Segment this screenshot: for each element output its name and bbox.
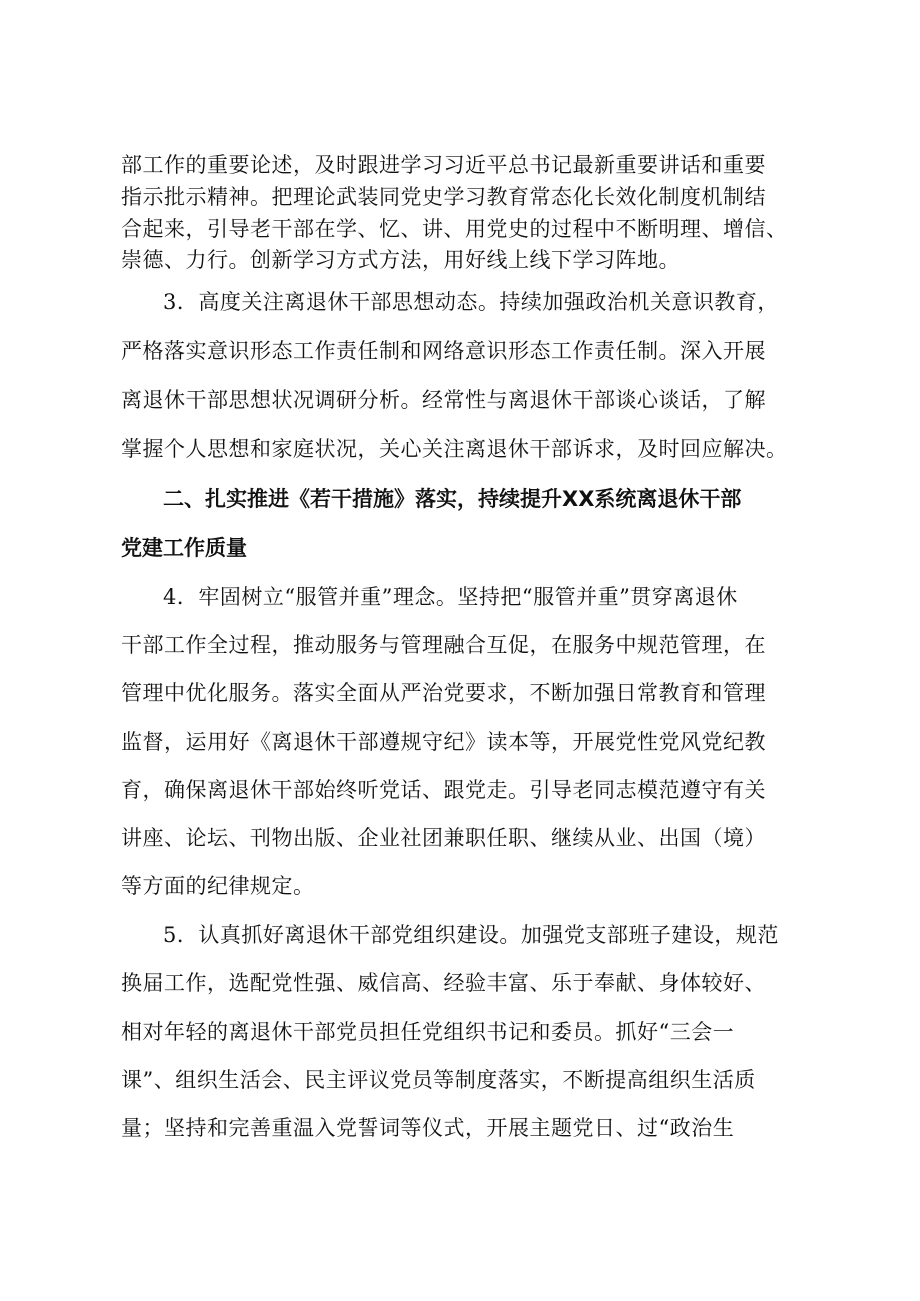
section-heading-cont: 党建工作质量 xyxy=(121,536,247,560)
body-line: 育，确保离退休干部始终听党话、跟党走。引导老同志模范遵守有关 xyxy=(121,778,766,802)
body-line: 离退休干部思想状况调研分析。经常性与离退休干部谈心谈话，了解 xyxy=(121,388,766,412)
body-line: 部工作的重要论述，及时跟进学习习近平总书记最新重要讲话和重要 xyxy=(121,153,766,177)
body-line: 相对年轻的离退休干部党员担任党组织书记和委员。抓好“三会一 xyxy=(121,1020,735,1044)
body-line: 换届工作，选配党性强、威信高、经验丰富、乐于奉献、身体较好、 xyxy=(121,971,766,995)
body-line: 监督，运用好《离退休干部遵规守纪》读本等，开展党性党风党纪教 xyxy=(121,730,766,754)
body-line: 课”、组织生活会、民主评议党员等制度落实，不断提高组织生活质 xyxy=(121,1068,756,1092)
body-line: 干部工作全过程，推动服务与管理融合互促，在服务中规范管理，在 xyxy=(121,633,766,657)
paragraph-5-line: 5．认真抓好离退休干部党组织建设。加强党支部班子建设，规范 xyxy=(163,923,779,947)
body-line: 等方面的纪律规定。 xyxy=(121,874,315,898)
paragraph-4-line: 4．牢固树立“服管并重”理念。坚持把“服管并重”贯穿离退休 xyxy=(163,585,738,609)
body-line: 指示批示精神。把理论武装同党史学习教育常态化长效化制度机制结 xyxy=(121,185,766,209)
body-line: 严格落实意识形态工作责任制和网络意识形态工作责任制。深入开展 xyxy=(121,339,766,363)
body-line: 崇德、力行。创新学习方式方法，用好线上线下学习阵地。 xyxy=(121,248,680,272)
section-heading: 二、扎实推进《若干措施》落实，持续提升XX系统离退休干部 xyxy=(163,487,742,511)
body-line: 合起来，引导老干部在学、忆、讲、用党史的过程中不断明理、增信、 xyxy=(121,217,788,241)
body-line: 讲座、论坛、刊物出版、企业社团兼职任职、继续从业、出国（境） xyxy=(121,826,766,850)
paragraph-3-line: 3．高度关注离退休干部思想动态。持续加强政治机关意识教育， xyxy=(163,290,779,314)
body-line: 管理中优化服务。落实全面从严治党要求，不断加强日常教育和管理 xyxy=(121,681,766,705)
body-line: 掌握个人思想和家庭状况，关心关注离退休干部诉求，及时回应解决。 xyxy=(121,437,788,461)
body-line: 量；坚持和完善重温入党誓词等仪式，开展主题党日、过“政治生 xyxy=(121,1116,735,1140)
